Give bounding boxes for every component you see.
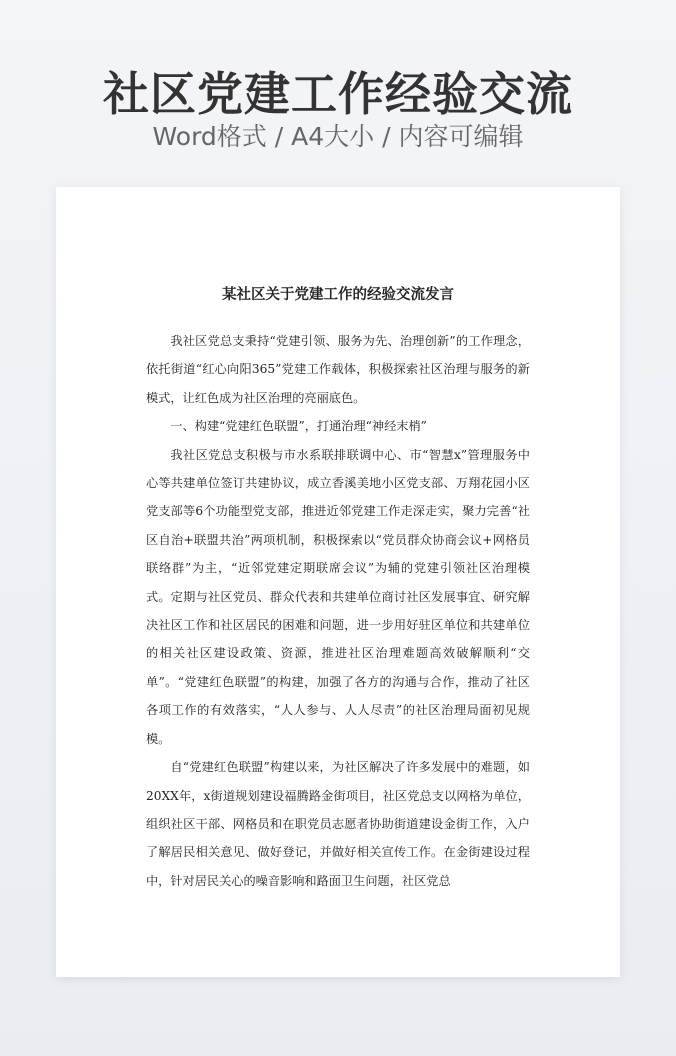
paragraph: 我社区党总支积极与市水系联排联调中心、市“智慧x”管理服务中心等共建单位签订共建协议，成立香溪美地小区党支部、万翔花园小区党支部等6个功能型党支部，推进近邻党建工作走深走实，聚力完善“社区自治+联盟共治”两项机制，积极探索以“党员群众协商会议+网格员联络群”为主，“近邻党建定期联席会议”为辅的党建引领社区治理模式。定期与社区党员、群众代表和共建单位商讨社区发展事宜、研究解决社区工作和社区居民的困难和问题，进一步用好驻区单位和共建单位的相关社区建设政策、资源，推进社区治理难题高效破解顺利“交单”。“党建红色联盟”的构建，加强了各方的沟通与合作，推动了社区各项工作的有效落实，“人人参与、人人尽责”的社区治理局面初见规模。: [146, 447, 530, 746]
document-title: 某社区关于党建工作的经验交流发言: [222, 286, 454, 303]
banner-title: 社区党建工作经验交流: [103, 67, 573, 121]
paragraph: 自“党建红色联盟”构建以来，为社区解决了许多发展中的难题，如20XX年，x街道规划建设福腾路金街项目，社区党总支以网格为单位，组织社区干部、网格员和在职党员志愿者协助街道建设金街工作，入户了解居民相关意见、做好登记，并做好相关宣传工作。在金街建设过程中，针对居民关心的噪音影响和路面卫生问题，社区党总: [146, 760, 530, 888]
banner-subtitle: Word格式 / A4大小 / 内容可编辑: [152, 122, 524, 151]
section-heading: 一、构建“党建红色联盟”，打通治理“神经末梢”: [170, 419, 427, 434]
document-page: [56, 187, 620, 977]
document-body: [146, 327, 530, 895]
paragraph: 我社区党总支秉持“党建引领、服务为先、治理创新”的工作理念，依托街道“红心向阳365”党建工作载体，积极探索社区治理与服务的新模式，让红色成为社区治理的亮丽底色。: [146, 334, 530, 405]
